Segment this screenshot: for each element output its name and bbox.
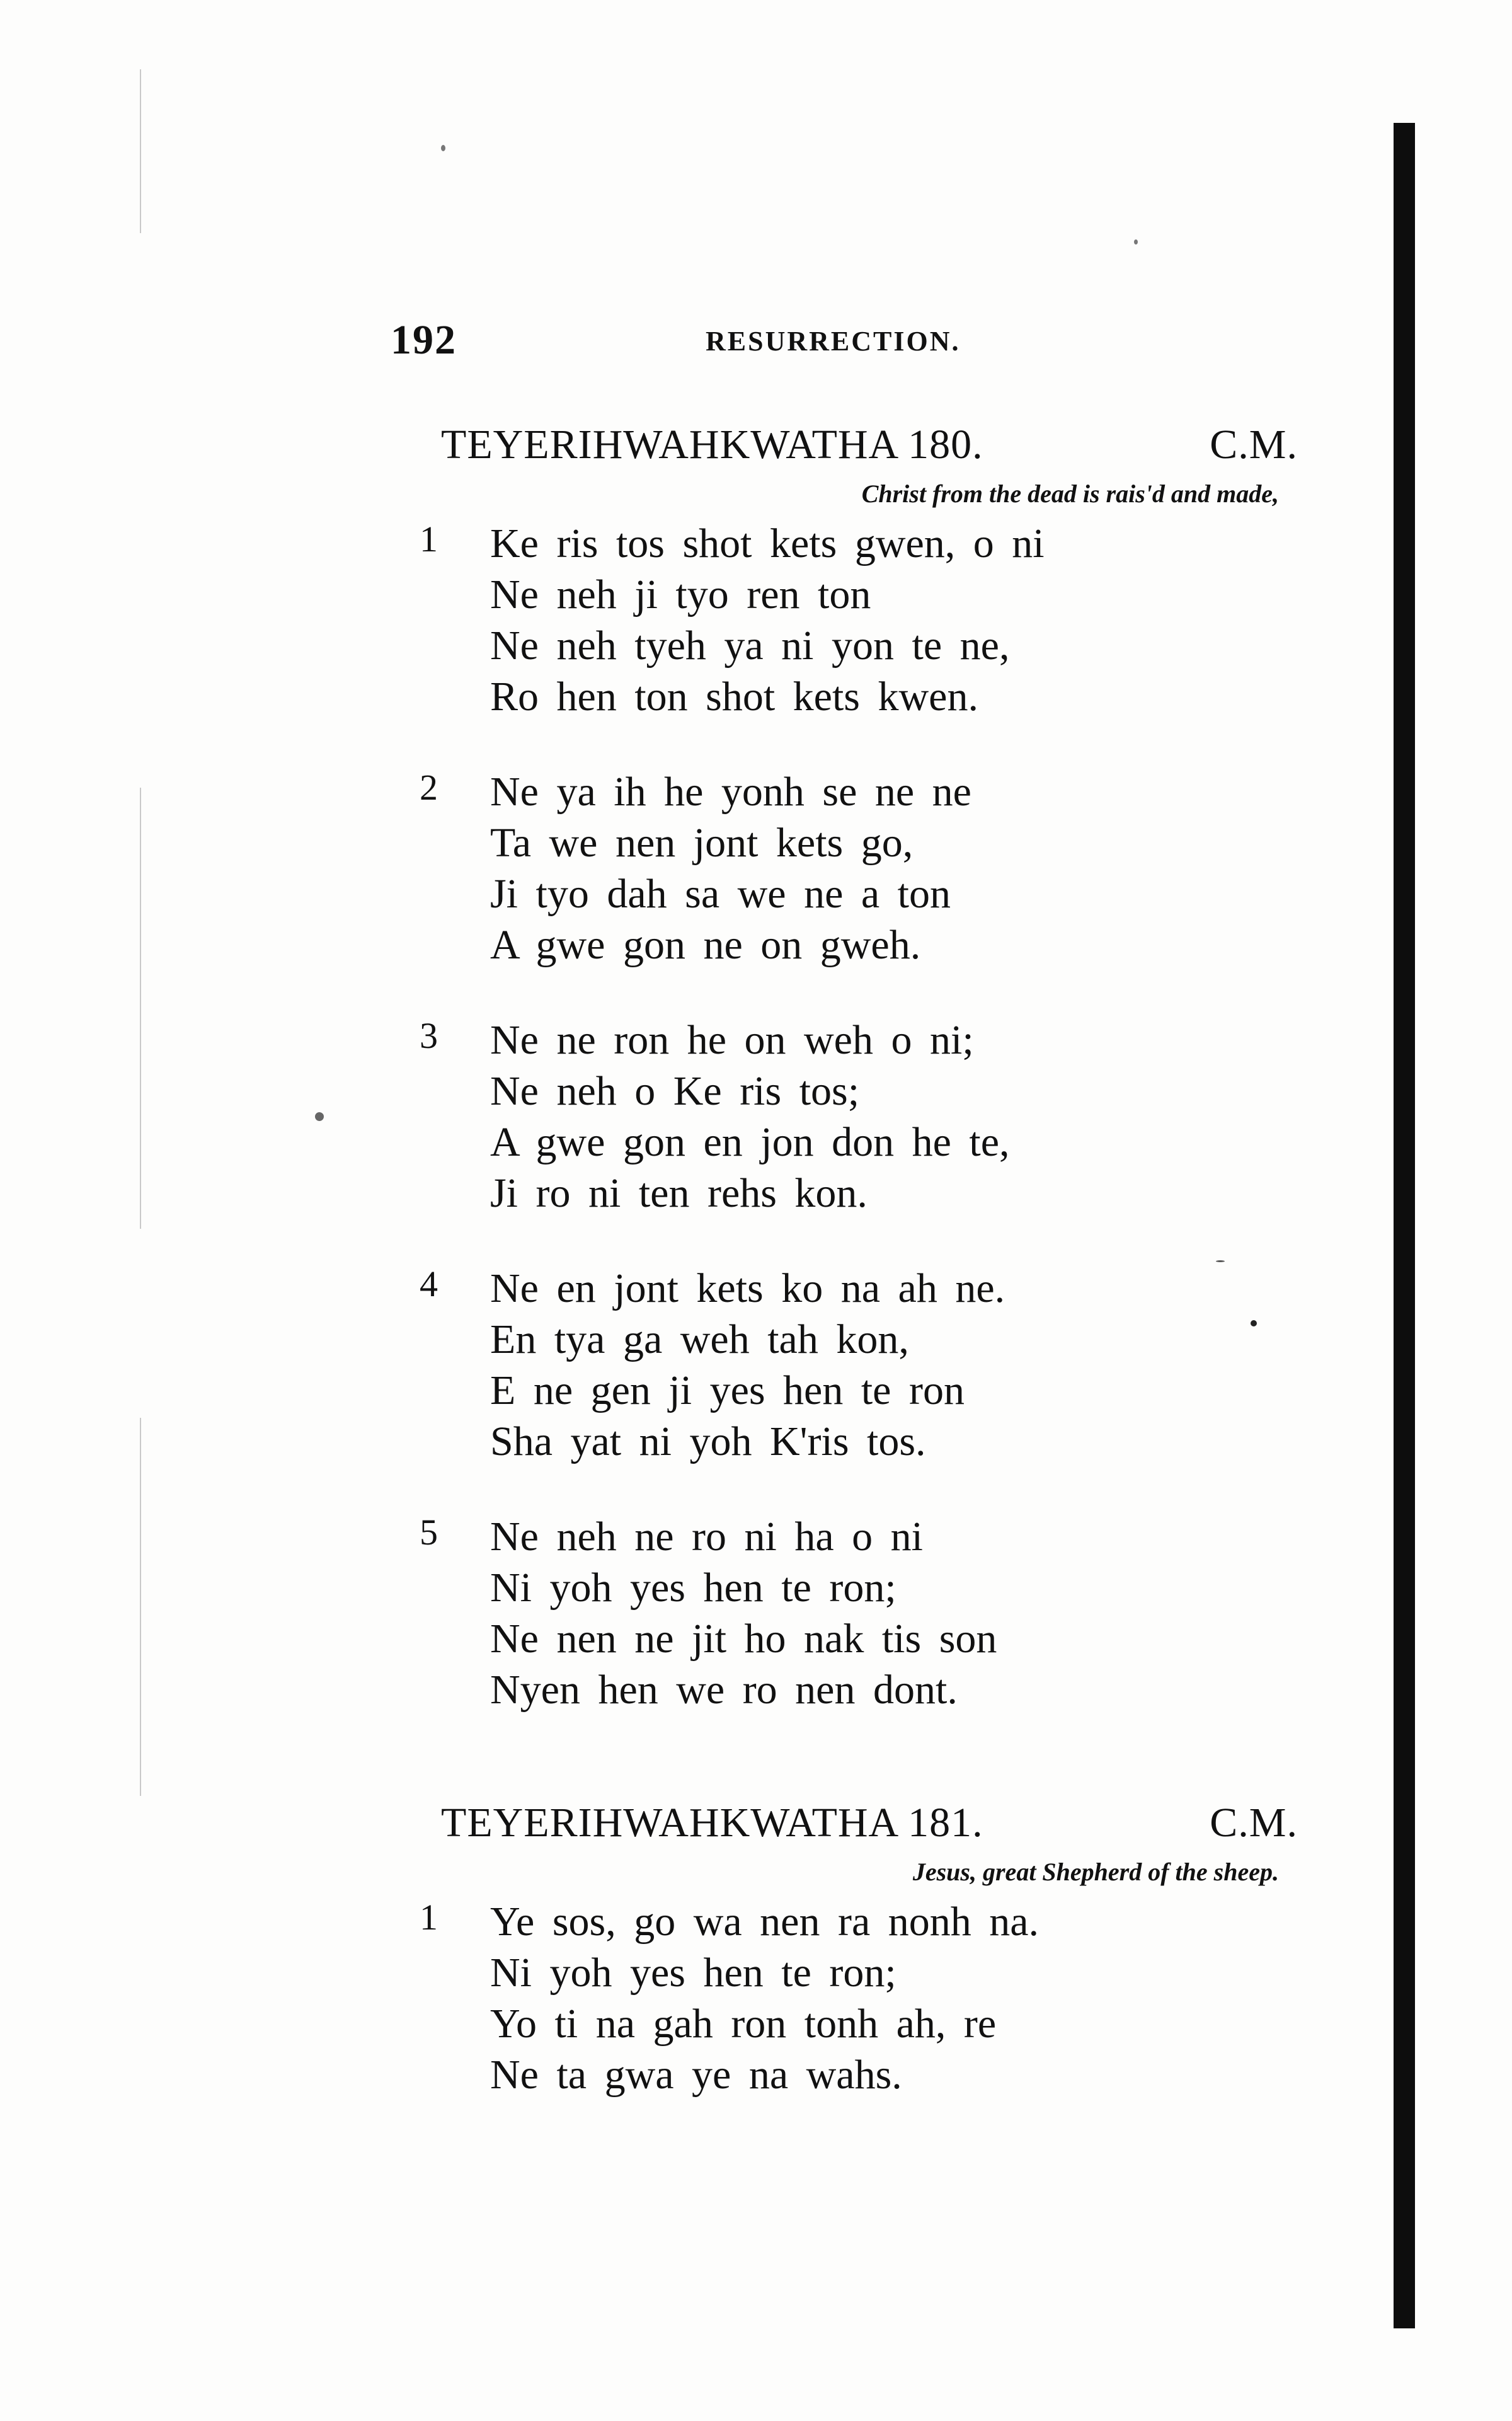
stanza-lines <box>490 1511 1323 1715</box>
hymn-epigraph <box>378 1856 1323 1894</box>
verse-line: En tya ga weh tah kon, <box>490 1316 909 1362</box>
stanza-number: 3 <box>420 1015 438 1056</box>
hymn-header <box>378 1799 1323 1856</box>
stanza-number: 5 <box>420 1512 438 1553</box>
verse-line: Ro hen ton shot kets kwen. <box>490 674 978 720</box>
verse-line: Ne neh tyeh ya ni yon te ne, <box>490 623 1010 669</box>
stanza <box>378 1511 1323 1715</box>
verse-line: Ji tyo dah sa we ne a ton <box>490 871 951 917</box>
stanza <box>378 766 1323 970</box>
verse-line: Ye sos, go wa nen ra nonh na. <box>490 1899 1040 1945</box>
stanza-lines <box>490 518 1323 722</box>
epigraph-text: Jesus, great Shepherd of the sheep. <box>912 1858 1279 1886</box>
ink-speck <box>441 145 445 151</box>
verse-line: Ta we nen jont kets go, <box>490 820 914 866</box>
verse-line: Ne ne ron he on weh o ni; <box>490 1017 974 1063</box>
epigraph-text: Christ from the dead is rais'd and made, <box>861 480 1279 508</box>
verse-line: Ke ris tos shot kets gwen, o ni <box>490 520 1045 566</box>
hymn-181 <box>378 1799 1323 2100</box>
hymn-meter: C.M. <box>1210 1800 1298 1846</box>
verse-line: E ne gen ji yes hen te ron <box>490 1367 965 1413</box>
hymn-header <box>378 421 1323 478</box>
running-head <box>391 316 1172 367</box>
running-head-title: RESURRECTION. <box>706 326 961 357</box>
binding-shadow-bar <box>1394 123 1415 2328</box>
verse-line: Ne neh o Ke ris tos; <box>490 1068 860 1114</box>
stanza-number: 4 <box>420 1263 438 1304</box>
verse-line: Nyen hen we ro nen dont. <box>490 1667 958 1713</box>
ink-speck <box>1134 239 1138 244</box>
hymn-meter: C.M. <box>1210 422 1298 468</box>
stanza-lines <box>490 766 1323 970</box>
verse-line: Ji ro ni ten rehs kon. <box>490 1170 868 1216</box>
verse-line: Ni yoh yes hen te ron; <box>490 1950 896 1996</box>
hymn-title: TEYERIHWAHKWATHA 181. <box>441 1800 983 1846</box>
stanza <box>378 1896 1323 2100</box>
verse-line: A gwe gon ne on gweh. <box>490 922 921 968</box>
page-number: 192 <box>391 317 457 363</box>
page-edge-mark <box>140 1418 141 1796</box>
hymn-epigraph <box>378 478 1323 515</box>
page-edge-mark <box>140 788 141 1229</box>
verse-line: Ne nen ne jit ho nak tis son <box>490 1616 997 1662</box>
verse-line: Yo ti na gah ron tonh ah, re <box>490 2001 997 2047</box>
verse-line: Ni yoh yes hen te ron; <box>490 1565 896 1611</box>
stanza-number: 1 <box>420 1897 438 1938</box>
stanza <box>378 1263 1323 1467</box>
verse-line: Sha yat ni yoh K'ris tos. <box>490 1418 926 1464</box>
verse-line: Ne ya ih he yonh se ne ne <box>490 769 971 815</box>
stanza <box>378 518 1323 722</box>
verse-line: Ne neh ji tyo ren ton <box>490 572 871 618</box>
stanza-lines <box>490 1896 1323 2100</box>
verse-line: Ne neh ne ro ni ha o ni <box>490 1514 923 1560</box>
ink-speck <box>315 1112 324 1121</box>
stanza <box>378 1015 1323 1219</box>
stanza-lines <box>490 1015 1323 1219</box>
verse-line: Ne en jont kets ko na ah ne. <box>490 1265 1005 1311</box>
verse-line: Ne ta gwa ye na wahs. <box>490 2052 902 2098</box>
stanza-number: 2 <box>420 767 438 808</box>
hymn-180 <box>378 421 1323 1715</box>
stanza-number: 1 <box>420 519 438 560</box>
stanza-lines <box>490 1263 1323 1467</box>
hymn-title: TEYERIHWAHKWATHA 180. <box>441 422 983 468</box>
page-edge-mark <box>140 69 141 233</box>
verse-line: A gwe gon en jon don he te, <box>490 1119 1010 1165</box>
